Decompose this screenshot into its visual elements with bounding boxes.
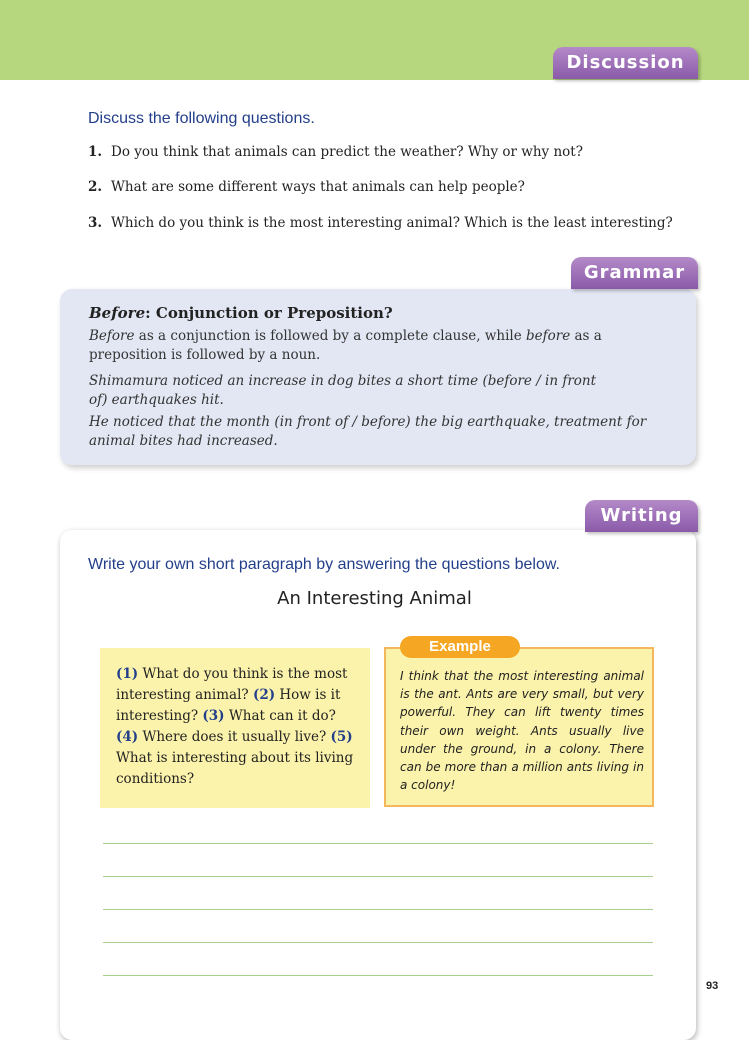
discussion-question: 1. Do you think that animals can predict the weather? Why or why not? bbox=[88, 144, 583, 160]
writing-line[interactable] bbox=[103, 909, 653, 910]
grammar-tab: Grammar bbox=[571, 257, 698, 289]
grammar-example: Shimamura noticed an increase in dog bites a short time (before / in front of) earthquakes hit. bbox=[89, 373, 597, 408]
writing-line[interactable] bbox=[103, 975, 653, 976]
page-number: 93 bbox=[706, 980, 719, 992]
discussion-heading: Discuss the following questions. bbox=[88, 110, 315, 127]
discussion-tab: Discussion bbox=[553, 47, 698, 79]
discussion-question: 3. Which do you think is the most interesting animal? Which is the least interesting? bbox=[88, 215, 673, 231]
writing-line[interactable] bbox=[103, 942, 653, 943]
grammar-example: He noticed that the month (in front of / before) the big earthquake, treatment for animal bites had increased. bbox=[89, 414, 647, 449]
grammar-box bbox=[60, 289, 696, 465]
grammar-title: Before: Conjunction or Preposition? bbox=[89, 304, 393, 322]
writing-heading: Write your own short paragraph by answering the questions below. bbox=[88, 556, 560, 573]
writing-line[interactable] bbox=[103, 876, 653, 877]
example-label: Example bbox=[400, 636, 520, 658]
writing-title: An Interesting Animal bbox=[277, 588, 472, 609]
example-text: I think that the most interesting animal is the ant. Ants are very small, but very powerful. They can lift twenty times their own weight. Ants usually live under the ground, in a colony. There can be more than a million ants living in a colony! bbox=[400, 669, 644, 793]
grammar-explanation: Before as a conjunction is followed by a complete clause, while before as a preposition is followed by a noun. bbox=[89, 328, 602, 363]
writing-line[interactable] bbox=[103, 843, 653, 844]
writing-tab: Writing bbox=[585, 500, 698, 532]
discussion-question: 2. What are some different ways that animals can help people? bbox=[88, 179, 525, 195]
example-box bbox=[384, 647, 654, 807]
prompt-box bbox=[100, 648, 370, 808]
prompt-list: (1) What do you think is the most interesting animal? (2) How is it interesting? (3) What can it do? (4) Where does it usually live? (5) What is interesting about its living conditions? bbox=[116, 666, 354, 787]
